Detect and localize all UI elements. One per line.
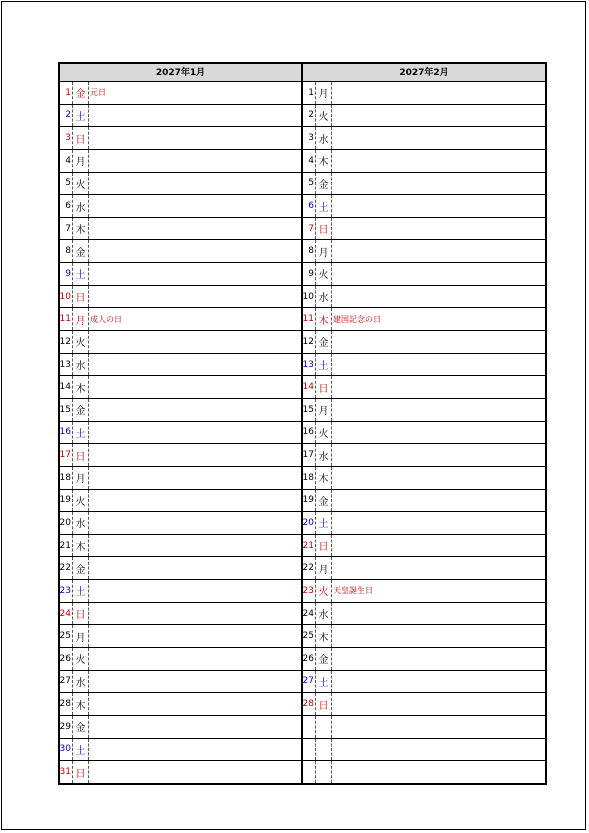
day-note[interactable] [89,648,301,670]
day-note[interactable]: 天皇誕生日 [333,586,373,596]
day-number: 27 [60,671,73,693]
weekday: 水 [316,286,332,308]
day-number: 10 [60,286,73,308]
day-number: 24 [303,603,316,625]
day-number: 25 [60,625,73,647]
day-row [60,716,301,739]
day-row [303,331,545,354]
day-note[interactable] [332,399,545,421]
day-row [60,354,301,377]
weekday: 土 [73,580,89,602]
day-number: 19 [60,490,73,512]
day-row [60,105,301,128]
day-row [303,535,545,558]
day-number: 28 [303,693,316,715]
day-note[interactable] [89,467,301,489]
day-note[interactable] [89,557,301,579]
weekday: 金 [73,82,89,104]
day-note[interactable] [332,240,545,262]
weekday: 金 [316,173,332,195]
weekday: 水 [73,354,89,376]
day-note[interactable] [332,648,545,670]
day-note[interactable] [332,286,545,308]
day-row [60,263,301,286]
day-number: 11 [60,308,73,330]
month-column-february [303,64,545,783]
weekday: 金 [73,399,89,421]
day-number: 13 [60,354,73,376]
day-row [303,739,545,762]
weekday: 日 [73,286,89,308]
day-number: 13 [303,354,316,376]
day-row [60,603,301,626]
month-header: 2027年2月 [303,64,545,82]
day-row [60,693,301,716]
weekday: 金 [73,240,89,262]
weekday [316,739,332,761]
weekday: 水 [316,127,332,149]
day-rows [303,82,545,783]
day-row [303,127,545,150]
day-note[interactable] [89,603,301,625]
weekday [316,761,332,783]
day-number: 12 [60,331,73,353]
day-note[interactable] [332,150,545,172]
day-note[interactable] [332,535,545,557]
day-number: 8 [303,240,316,262]
weekday: 日 [73,761,89,783]
day-row [60,739,301,762]
day-row [60,331,301,354]
day-number: 1 [60,82,73,104]
day-note[interactable] [89,535,301,557]
day-row [303,625,545,648]
weekday: 火 [73,173,89,195]
day-note[interactable] [332,739,545,761]
weekday: 月 [73,467,89,489]
day-number: 23 [60,580,73,602]
day-row [60,512,301,535]
weekday: 水 [316,444,332,466]
weekday: 土 [73,105,89,127]
weekday: 金 [73,716,89,738]
day-row [303,444,545,467]
day-note[interactable] [89,263,301,285]
day-note[interactable] [89,218,301,240]
day-row [60,218,301,241]
day-note[interactable] [332,603,545,625]
day-row [303,693,545,716]
day-note[interactable] [89,580,301,602]
weekday: 水 [73,512,89,534]
weekday: 月 [316,399,332,421]
day-row [303,557,545,580]
weekday: 土 [316,512,332,534]
day-note[interactable] [332,490,545,512]
day-number: 24 [60,603,73,625]
day-note[interactable] [332,331,545,353]
day-row [303,671,545,694]
day-number: 20 [60,512,73,534]
weekday: 木 [316,625,332,647]
day-number: 17 [303,444,316,466]
weekday: 土 [73,422,89,444]
weekday: 土 [73,263,89,285]
day-note[interactable] [332,82,545,104]
day-number: 12 [303,331,316,353]
day-row [303,422,545,445]
day-note[interactable] [332,671,545,693]
day-note[interactable] [89,739,301,761]
weekday: 金 [316,331,332,353]
day-row [60,127,301,150]
day-number: 28 [60,693,73,715]
day-row [303,399,545,422]
day-note[interactable] [332,625,545,647]
day-number: 2 [303,105,316,127]
day-number: 14 [303,376,316,398]
day-row [303,82,545,105]
month-column-january [60,64,303,783]
day-note[interactable] [89,761,301,783]
day-row [303,716,545,739]
day-row [303,512,545,535]
day-row [60,422,301,445]
day-note[interactable] [332,173,545,195]
day-number: 31 [60,761,73,783]
day-number: 3 [303,127,316,149]
weekday: 火 [316,105,332,127]
calendar-table [58,62,547,785]
weekday: 月 [316,82,332,104]
weekday: 日 [73,127,89,149]
weekday: 月 [316,240,332,262]
day-note[interactable] [89,127,301,149]
day-note[interactable] [332,512,545,534]
weekday: 火 [73,648,89,670]
day-number: 18 [303,467,316,489]
day-number: 1 [303,82,316,104]
weekday: 水 [316,603,332,625]
day-note[interactable] [332,195,545,217]
day-note[interactable] [89,512,301,534]
day-number: 15 [60,399,73,421]
day-number [303,716,316,738]
day-number: 22 [303,557,316,579]
day-note[interactable]: 成人の日 [90,314,122,324]
weekday: 木 [73,218,89,240]
day-number: 27 [303,671,316,693]
day-row [60,82,301,105]
day-number: 9 [60,263,73,285]
day-note[interactable]: 建国記念の日 [333,314,381,324]
weekday: 日 [316,535,332,557]
day-row [303,467,545,490]
day-number: 14 [60,376,73,398]
day-note[interactable] [332,354,545,376]
day-row [303,603,545,626]
day-note[interactable] [332,218,545,240]
day-row [303,286,545,309]
day-row [60,625,301,648]
day-row [303,376,545,399]
day-note[interactable] [89,671,301,693]
weekday: 日 [73,444,89,466]
day-note[interactable] [89,422,301,444]
weekday: 月 [316,557,332,579]
weekday: 水 [73,671,89,693]
weekday: 木 [73,535,89,557]
day-number: 26 [60,648,73,670]
day-row [60,671,301,694]
day-row [60,580,301,603]
day-number: 11 [303,308,316,330]
weekday [316,716,332,738]
day-row [60,240,301,263]
day-number: 25 [303,625,316,647]
weekday: 木 [73,376,89,398]
day-number: 6 [303,195,316,217]
day-rows [60,82,301,783]
day-note[interactable] [332,467,545,489]
day-row [60,195,301,218]
weekday: 金 [73,557,89,579]
day-row [60,399,301,422]
day-note[interactable] [89,195,301,217]
day-note[interactable] [332,761,545,783]
day-number: 30 [60,739,73,761]
day-number: 5 [60,173,73,195]
day-row [60,150,301,173]
day-row [60,648,301,671]
day-number: 15 [303,399,316,421]
day-row [303,173,545,196]
day-note[interactable] [89,331,301,353]
month-header: 2027年1月 [60,64,301,82]
day-row [60,557,301,580]
day-number: 2 [60,105,73,127]
day-note[interactable] [89,286,301,308]
weekday: 火 [316,422,332,444]
day-note[interactable] [89,150,301,172]
weekday: 月 [73,150,89,172]
day-row [303,218,545,241]
day-note[interactable] [89,693,301,715]
day-row [303,150,545,173]
day-number: 8 [60,240,73,262]
day-row [303,195,545,218]
day-number: 7 [60,218,73,240]
day-row [60,444,301,467]
weekday: 木 [73,693,89,715]
day-number: 19 [303,490,316,512]
day-note[interactable] [89,625,301,647]
weekday: 日 [316,693,332,715]
day-note[interactable] [89,490,301,512]
weekday: 火 [73,331,89,353]
day-row [303,490,545,513]
day-row [60,761,301,783]
day-number [303,761,316,783]
day-row [60,173,301,196]
day-row [303,580,545,603]
day-note[interactable] [332,127,545,149]
day-number: 4 [303,150,316,172]
day-row [303,354,545,377]
day-number: 5 [303,173,316,195]
weekday: 火 [316,580,332,602]
day-note[interactable] [89,399,301,421]
day-number: 29 [60,716,73,738]
weekday: 火 [73,490,89,512]
day-note[interactable] [89,173,301,195]
day-note[interactable] [332,263,545,285]
day-number: 20 [303,512,316,534]
day-number [303,739,316,761]
day-row [60,535,301,558]
day-row [60,286,301,309]
day-number: 4 [60,150,73,172]
weekday: 水 [73,195,89,217]
day-note[interactable] [89,354,301,376]
weekday: 木 [316,467,332,489]
day-note[interactable]: 元日 [90,88,106,98]
day-note[interactable] [332,376,545,398]
day-row [60,376,301,399]
day-row [303,240,545,263]
day-note[interactable] [332,105,545,127]
weekday: 木 [316,150,332,172]
weekday: 土 [73,739,89,761]
day-row [303,105,545,128]
day-number: 16 [303,422,316,444]
day-number: 26 [303,648,316,670]
day-row [303,263,545,286]
weekday: 土 [316,354,332,376]
day-note[interactable] [89,105,301,127]
weekday: 木 [316,308,332,330]
day-row [303,648,545,671]
day-note[interactable] [89,240,301,262]
day-number: 22 [60,557,73,579]
day-number: 6 [60,195,73,217]
day-number: 9 [303,263,316,285]
weekday: 月 [73,308,89,330]
day-note[interactable] [332,422,545,444]
day-note[interactable] [89,444,301,466]
weekday: 日 [316,218,332,240]
weekday: 月 [73,625,89,647]
weekday: 日 [316,376,332,398]
day-number: 16 [60,422,73,444]
day-note[interactable] [332,444,545,466]
day-note[interactable] [89,376,301,398]
day-number: 21 [303,535,316,557]
day-note[interactable] [332,557,545,579]
weekday: 土 [316,195,332,217]
weekday: 土 [316,671,332,693]
day-number: 17 [60,444,73,466]
weekday: 日 [73,603,89,625]
weekday: 金 [316,648,332,670]
day-number: 21 [60,535,73,557]
day-note[interactable] [89,716,301,738]
weekday: 火 [316,263,332,285]
day-number: 3 [60,127,73,149]
day-number: 7 [303,218,316,240]
day-row [60,467,301,490]
day-row [303,761,545,783]
day-note[interactable] [332,716,545,738]
weekday: 金 [316,490,332,512]
day-row [60,308,301,331]
day-row [60,490,301,513]
day-number: 23 [303,580,316,602]
day-row [303,308,545,331]
day-number: 10 [303,286,316,308]
day-note[interactable] [332,693,545,715]
day-number: 18 [60,467,73,489]
